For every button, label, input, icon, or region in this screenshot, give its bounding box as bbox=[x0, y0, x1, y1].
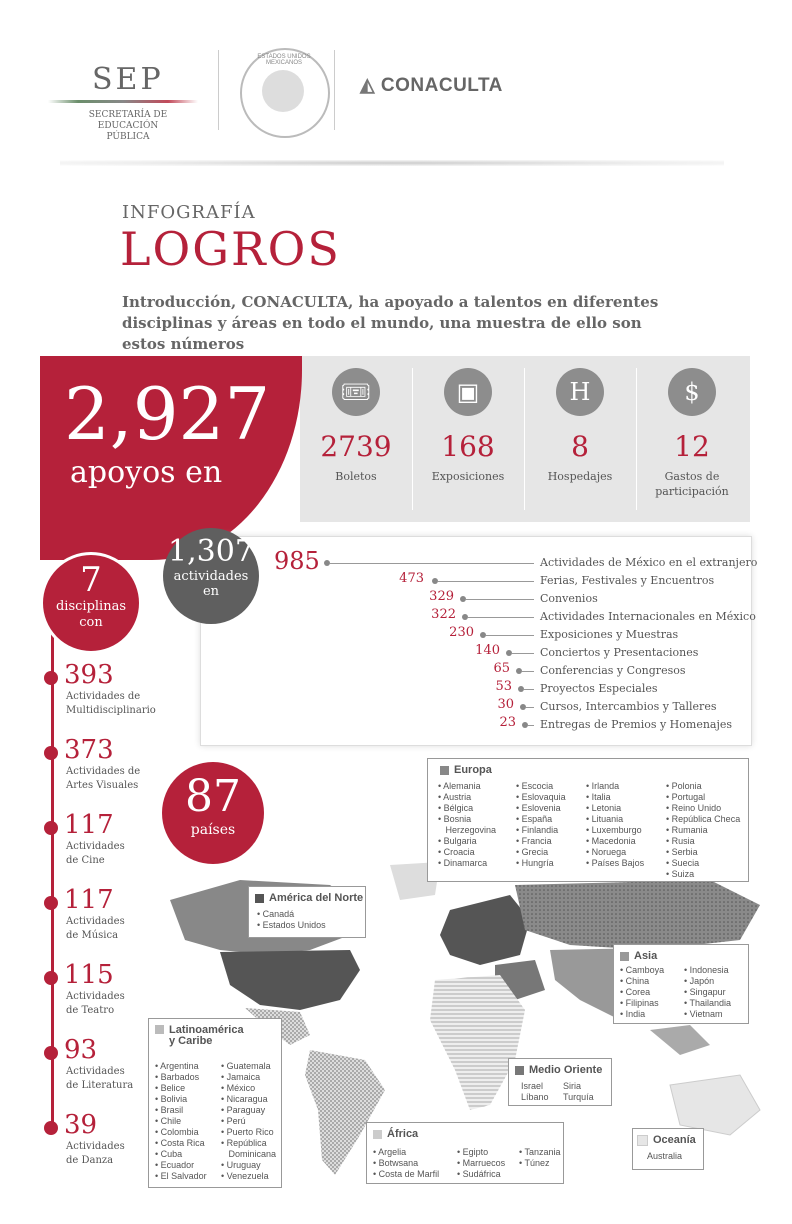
sep-subtitle: SECRETARÍA DE EDUCACIÓN PÚBLICA bbox=[88, 110, 168, 142]
activity-value: 473 bbox=[399, 571, 424, 586]
activity-line bbox=[330, 563, 534, 564]
discipline-value: 93 bbox=[64, 1035, 98, 1065]
callout-norte bbox=[248, 886, 366, 938]
discipline-value: 117 bbox=[64, 885, 114, 915]
activity-row bbox=[240, 679, 760, 697]
header-rule bbox=[60, 160, 724, 166]
activity-line bbox=[528, 725, 534, 726]
asia-legend-icon bbox=[620, 952, 629, 961]
discipline-dot bbox=[44, 1121, 58, 1135]
callout-medio-oriente bbox=[508, 1058, 612, 1106]
hotel-icon: H bbox=[556, 368, 604, 416]
disciplines-label-2: con bbox=[79, 615, 103, 630]
europe-shape bbox=[440, 895, 530, 965]
asia-title: Asia bbox=[634, 950, 658, 962]
disciplines-label: disciplinas bbox=[55, 599, 127, 614]
header-divider bbox=[218, 50, 219, 130]
discipline-item bbox=[44, 660, 184, 720]
countries-badge bbox=[162, 762, 264, 864]
asia-col-1: • Camboya • China • Corea • Filipinas • India bbox=[620, 965, 665, 1019]
europa-col-2: • Escocia • Eslovaquia • Eslovenia • España • Finlandia • Francia • Grecia • Hungría bbox=[516, 781, 566, 868]
activity-label: Proyectos Especiales bbox=[540, 682, 658, 695]
africa-col-3: • Tanzania • Túnez bbox=[519, 1147, 561, 1168]
hero-number: 2,927 bbox=[64, 372, 271, 456]
activity-label: Convenios bbox=[540, 592, 598, 605]
europa-title: Europa bbox=[454, 764, 492, 776]
callout-europa bbox=[427, 758, 749, 882]
stat-value: 12 bbox=[674, 430, 710, 463]
activity-label: Conferencias y Congresos bbox=[540, 664, 686, 677]
eagle-icon bbox=[262, 70, 304, 112]
latam-col-1: • Argentina • Barbados • Belice • Bolivia • Brasil • Chile • Colombia • Costa Rica • Cuba • Ecuador • El Salvador bbox=[155, 1061, 207, 1181]
asia-col-2: • Indonesia • Japón • Singapur • Thailandia • Vietnam bbox=[684, 965, 732, 1019]
stat-gastos bbox=[636, 356, 748, 522]
callout-oceania bbox=[632, 1128, 704, 1170]
activity-row bbox=[240, 571, 760, 589]
page-kicker: INFOGRAFÍA bbox=[122, 202, 256, 223]
stat-label: Exposiciones bbox=[431, 470, 505, 483]
activity-row bbox=[240, 643, 760, 661]
stat-boletos bbox=[300, 356, 412, 522]
activity-row bbox=[240, 607, 760, 625]
activity-line bbox=[438, 581, 534, 582]
africa-col-2: • Egipto • Marruecos • Sudáfrica bbox=[457, 1147, 506, 1179]
countries-label: países bbox=[190, 822, 236, 838]
activities-number: 1,307 bbox=[168, 534, 254, 569]
stat-value: 168 bbox=[441, 430, 495, 463]
activity-label: Ferias, Festivales y Encuentros bbox=[540, 574, 715, 587]
stat-label: Hospedajes bbox=[547, 470, 613, 483]
activity-line bbox=[486, 635, 534, 636]
activity-line bbox=[524, 689, 534, 690]
australia-shape bbox=[670, 1075, 760, 1135]
activity-value: 65 bbox=[493, 661, 510, 676]
activity-line bbox=[466, 599, 534, 600]
stat-value: 2739 bbox=[320, 430, 392, 463]
activities-label: actividades bbox=[173, 569, 249, 584]
discipline-dot bbox=[44, 971, 58, 985]
latam-legend-icon bbox=[155, 1025, 164, 1034]
discipline-value: 39 bbox=[64, 1110, 98, 1140]
activity-label: Actividades Internacionales en México bbox=[540, 610, 756, 623]
discipline-dot bbox=[44, 671, 58, 685]
conaculta-logo: ◭ CONACULTA bbox=[360, 75, 503, 96]
header-divider-2 bbox=[334, 50, 335, 130]
latam-title: Latinoamérica y Caribe bbox=[169, 1024, 244, 1047]
oceania-col-1: Australia bbox=[647, 1151, 683, 1161]
activity-line bbox=[522, 671, 534, 672]
medio-col-2: Siria Turquía bbox=[563, 1081, 594, 1102]
activity-value: 23 bbox=[499, 715, 516, 730]
usa-shape bbox=[220, 950, 360, 1010]
callout-africa bbox=[366, 1122, 564, 1184]
intro-text: Introducción, CONACULTA, ha apoyado a talentos en diferentes disciplinas y áreas en todo el mundo, una muestra de ello son estos números bbox=[122, 293, 659, 353]
stat-value: 8 bbox=[571, 430, 589, 463]
activity-row bbox=[240, 715, 760, 733]
africa-title: África bbox=[387, 1128, 419, 1140]
oceania-legend-icon bbox=[637, 1135, 648, 1146]
activity-value: 329 bbox=[429, 589, 454, 604]
discipline-label: Actividades de Danza bbox=[66, 1141, 125, 1166]
discipline-label: Actividades de Música bbox=[66, 916, 125, 941]
disciplines-number: 7 bbox=[80, 560, 102, 600]
hero-label: apoyos en bbox=[70, 455, 223, 490]
stat-exposiciones bbox=[412, 356, 524, 522]
page-title: LOGROS bbox=[120, 222, 341, 276]
activity-label: Actividades de México en el extranjero bbox=[540, 556, 758, 569]
activity-row bbox=[240, 661, 760, 679]
activity-value: 53 bbox=[495, 679, 512, 694]
stat-label: Boletos bbox=[335, 470, 377, 483]
activity-row bbox=[240, 547, 760, 575]
discipline-value: 117 bbox=[64, 810, 114, 840]
stat-label: Gastos de participación bbox=[655, 470, 729, 498]
activity-value: 322 bbox=[431, 607, 456, 622]
activity-row bbox=[240, 589, 760, 607]
frame-icon: ▣ bbox=[444, 368, 492, 416]
russia-shape bbox=[515, 880, 760, 950]
activity-label: Conciertos y Presentaciones bbox=[540, 646, 699, 659]
europa-col-4: • Polonia • Portugal • Reino Unido • República Checa • Rumania • Rusia • Serbia • Suecia • Suiza bbox=[666, 781, 741, 879]
discipline-value: 115 bbox=[64, 960, 114, 990]
medio-col-1: Israel Líbano bbox=[521, 1081, 549, 1102]
money-icon: $ bbox=[668, 368, 716, 416]
activity-row bbox=[240, 625, 760, 643]
oceania-title: Oceanía bbox=[653, 1134, 696, 1146]
discipline-dot bbox=[44, 896, 58, 910]
activity-value: 140 bbox=[475, 643, 500, 658]
africa-legend-icon bbox=[373, 1130, 382, 1139]
discipline-value: 393 bbox=[64, 660, 114, 690]
discipline-label: Actividades de Artes Visuales bbox=[66, 766, 141, 791]
seal-text: ESTADOS UNIDOS MEXICANOS bbox=[257, 54, 311, 66]
norte-col-1: • Canadá • Estados Unidos bbox=[257, 909, 326, 930]
medio-legend-icon bbox=[515, 1066, 524, 1075]
ticket-icon: 🎟 bbox=[332, 368, 380, 416]
activity-line bbox=[512, 653, 534, 654]
callout-latam bbox=[148, 1018, 282, 1188]
discipline-value: 373 bbox=[64, 735, 114, 765]
conaculta-logo-text: CONACULTA bbox=[380, 75, 503, 96]
activity-value: 30 bbox=[497, 697, 514, 712]
discipline-label: Actividades de Cine bbox=[66, 841, 125, 866]
activity-label: Exposiciones y Muestras bbox=[540, 628, 679, 641]
medio-title: Medio Oriente bbox=[529, 1064, 603, 1076]
sep-logo-text: SEP bbox=[92, 62, 164, 97]
europa-legend-icon bbox=[440, 766, 449, 775]
countries-number: 87 bbox=[185, 771, 241, 822]
activity-value: 230 bbox=[449, 625, 474, 640]
norte-title: América del Norte bbox=[269, 892, 364, 904]
activities-label-2: en bbox=[202, 584, 220, 599]
europa-col-1: • Alemania • Austria • Bélgica • Bosnia Herzegovina • Bulgaria • Croacia • Dinamarca bbox=[438, 781, 497, 868]
activity-label: Cursos, Intercambios y Talleres bbox=[540, 700, 717, 713]
se-asia-shape bbox=[650, 1025, 710, 1055]
activity-value: 985 bbox=[274, 547, 320, 575]
discipline-label: Actividades de Literatura bbox=[66, 1066, 134, 1091]
activity-line bbox=[468, 617, 534, 618]
discipline-dot bbox=[44, 746, 58, 760]
activity-line bbox=[526, 707, 534, 708]
discipline-label: Actividades de Teatro bbox=[66, 991, 125, 1016]
discipline-dot bbox=[44, 1046, 58, 1060]
callout-asia bbox=[613, 944, 749, 1024]
discipline-label: Actividades de Multidisciplinario bbox=[66, 691, 156, 716]
activity-row bbox=[240, 697, 760, 715]
sep-logo-bar bbox=[48, 100, 198, 103]
norte-legend-icon bbox=[255, 894, 264, 903]
disciplines-badge bbox=[40, 552, 142, 654]
activity-label: Entregas de Premios y Homenajes bbox=[540, 718, 733, 731]
africa-col-1: • Argelia • Botwsana • Costa de Marfil bbox=[373, 1147, 440, 1179]
latam-col-2: • Guatemala • Jamaica • México • Nicaragua • Paraguay • Perú • Puerto Rico • República Dominicana • Uruguay • Venezuela bbox=[221, 1061, 277, 1181]
stat-hospedajes bbox=[524, 356, 636, 522]
discipline-dot bbox=[44, 821, 58, 835]
europa-col-3: • Irlanda • Italia • Letonia • Lituania • Luxemburgo • Macedonia • Noruega • Países Bajos bbox=[586, 781, 645, 868]
